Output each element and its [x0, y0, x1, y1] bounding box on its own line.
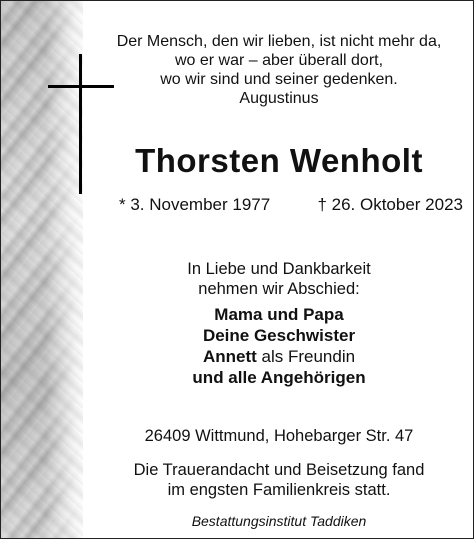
farewell-intro-line-1: In Liebe und Dankbarkeit: [187, 260, 371, 278]
poem-line-3: wo wir sind und seiner gedenken.: [160, 71, 398, 88]
poem-line-1: Der Mensch, den wir lieben, ist nicht mehr da,: [116, 33, 442, 50]
notice-content: [83, 1, 474, 539]
deceased-name: Thorsten Wenholt: [135, 142, 423, 179]
address: 26409 Wittmund, Hohebarger Str. 47: [144, 427, 414, 445]
funeral-home: Bestattungsinstitut Taddiken: [191, 513, 367, 529]
poem-line-2: wo er war – aber überall dort,: [174, 52, 384, 69]
mourner-siblings: Deine Geschwister: [202, 326, 356, 345]
mourner-friend-relation: als Freundin: [261, 347, 356, 366]
farewell-intro-line-2: nehmen wir Abschied:: [198, 280, 360, 298]
service-notice-line-1: Die Trauerandacht und Beisetzung fand: [133, 461, 425, 479]
mourner-friend: [83, 347, 474, 367]
death-date: † 26. Oktober 2023: [317, 195, 463, 214]
poem-author: Augustinus: [239, 90, 319, 107]
life-dates: [83, 195, 474, 217]
service-notice-line-2: im engsten Familienkreis statt.: [167, 481, 391, 499]
mourner-friend-name: Annett: [202, 347, 257, 366]
birth-date: * 3. November 1977: [119, 195, 271, 214]
mourner-parents: Mama und Papa: [214, 305, 344, 324]
mourner-relatives: und alle Angehörigen: [192, 368, 366, 387]
